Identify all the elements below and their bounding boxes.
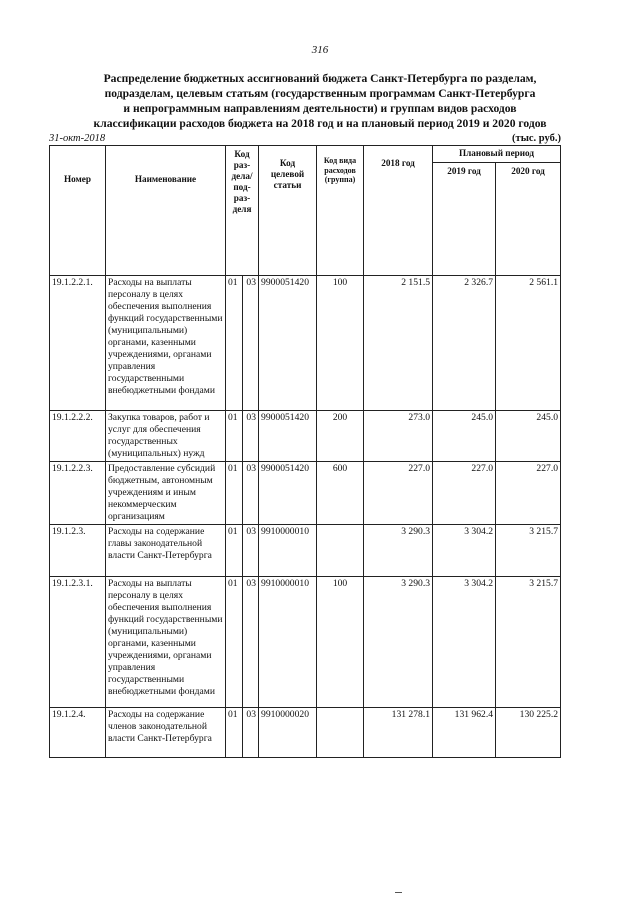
row-2020: 3 215.7 [496,525,561,577]
row-subsection: 03 [243,577,259,708]
header-number: Номер [50,146,106,276]
row-2020: 3 215.7 [496,577,561,708]
row-expense-type: 200 [317,411,364,462]
table-row [50,525,561,577]
row-subsection: 03 [243,462,259,525]
row-target: 9900051420 [259,462,317,525]
header-2019: 2019 год [433,163,496,276]
table-row [50,577,561,708]
row-section: 01 [226,708,243,758]
header-target-code [259,146,317,276]
row-2019: 3 304.2 [433,525,496,577]
title-line: классификации расходов бюджета на 2018 год и на плановый период 2019 и 2020 годов [93,117,547,130]
table-row [50,462,561,525]
header-section-code [226,146,259,276]
row-2018: 131 278.1 [364,708,433,758]
row-2018: 227.0 [364,462,433,525]
row-subsection: 03 [243,411,259,462]
budget-table [49,145,561,758]
row-expense-type: 100 [317,577,364,708]
row-2020: 227.0 [496,462,561,525]
row-2020: 2 561.1 [496,276,561,411]
header-expense-code [317,146,364,276]
row-target: 9910000010 [259,577,317,708]
row-expense-type [317,708,364,758]
title-line: Распределение бюджетных ассигнований бюджета Санкт-Петербурга по разделам, [103,72,537,85]
header-2020: 2020 год [496,163,561,276]
row-2018: 2 151.5 [364,276,433,411]
row-2018: 3 290.3 [364,525,433,577]
row-target: 9910000020 [259,708,317,758]
header-name: Наименование [106,146,226,276]
row-section: 01 [226,525,243,577]
row-number: 19.1.2.3.1. [50,577,106,708]
row-number: 19.1.2.4. [50,708,106,758]
row-number: 19.1.2.3. [50,525,106,577]
title-line: подразделам, целевым статьям (государственным программам Санкт-Петербурга [104,87,536,100]
row-2019: 245.0 [433,411,496,462]
table-row [50,276,561,411]
row-2020: 245.0 [496,411,561,462]
row-2019: 2 326.7 [433,276,496,411]
row-number: 19.1.2.2.1. [50,276,106,411]
row-subsection: 03 [243,276,259,411]
row-2019: 3 304.2 [433,577,496,708]
document-title [40,71,600,131]
footer-mark [395,892,402,893]
row-section: 01 [226,577,243,708]
page-number: 316 [311,44,329,56]
header-expense-code-label: Код вида расходов (группа) [323,156,357,184]
row-2018: 273.0 [364,411,433,462]
row-target: 9910000010 [259,525,317,577]
row-2020: 130 225.2 [496,708,561,758]
row-target: 9900051420 [259,411,317,462]
currency-units: (тыс. руб.) [512,133,561,144]
header-2018: 2018 год [364,146,433,276]
table-row [50,411,561,462]
row-expense-type: 600 [317,462,364,525]
row-section: 01 [226,276,243,411]
row-name: Расходы на содержание главы законодательной власти Санкт-Петербурга [106,525,226,577]
header-planned-period: Плановый период [433,146,561,163]
row-2018: 3 290.3 [364,577,433,708]
row-expense-type: 100 [317,276,364,411]
row-name: Расходы на выплаты персоналу в целях обеспечения выполнения функций государственными (муниципальными) органами, казенными учреждениями, органами управления государственными внебюджетными фондами [106,577,226,708]
row-name: Расходы на выплаты персоналу в целях обеспечения выполнения функций государственными (муниципальными) органами, казенными учреждениями, органами управления государственными внебюджетными фондами [106,276,226,411]
table-row [50,708,561,758]
row-2019: 131 962.4 [433,708,496,758]
row-subsection: 03 [243,708,259,758]
document-date: 31-окт-2018 [49,133,106,144]
row-section: 01 [226,411,243,462]
row-2019: 227.0 [433,462,496,525]
row-section: 01 [226,462,243,525]
row-number: 19.1.2.2.2. [50,411,106,462]
row-expense-type [317,525,364,577]
row-subsection: 03 [243,525,259,577]
row-name: Расходы на содержание членов законодательной власти Санкт-Петербурга [106,708,226,758]
header-target-code-label: Код целевой статьи [270,158,305,190]
header-section-code-label: Код раз-дела/ под-раз-деля [231,149,253,214]
row-number: 19.1.2.2.3. [50,462,106,525]
row-target: 9900051420 [259,276,317,411]
title-line: и непрограммным направлениям деятельности) и группам видов расходов [123,102,517,115]
row-name: Предоставление субсидий бюджетным, автономным учреждениям и иным некоммерческим организациям [106,462,226,525]
row-name: Закупка товаров, работ и услуг для обеспечения государственных (муниципальных) нужд [106,411,226,462]
